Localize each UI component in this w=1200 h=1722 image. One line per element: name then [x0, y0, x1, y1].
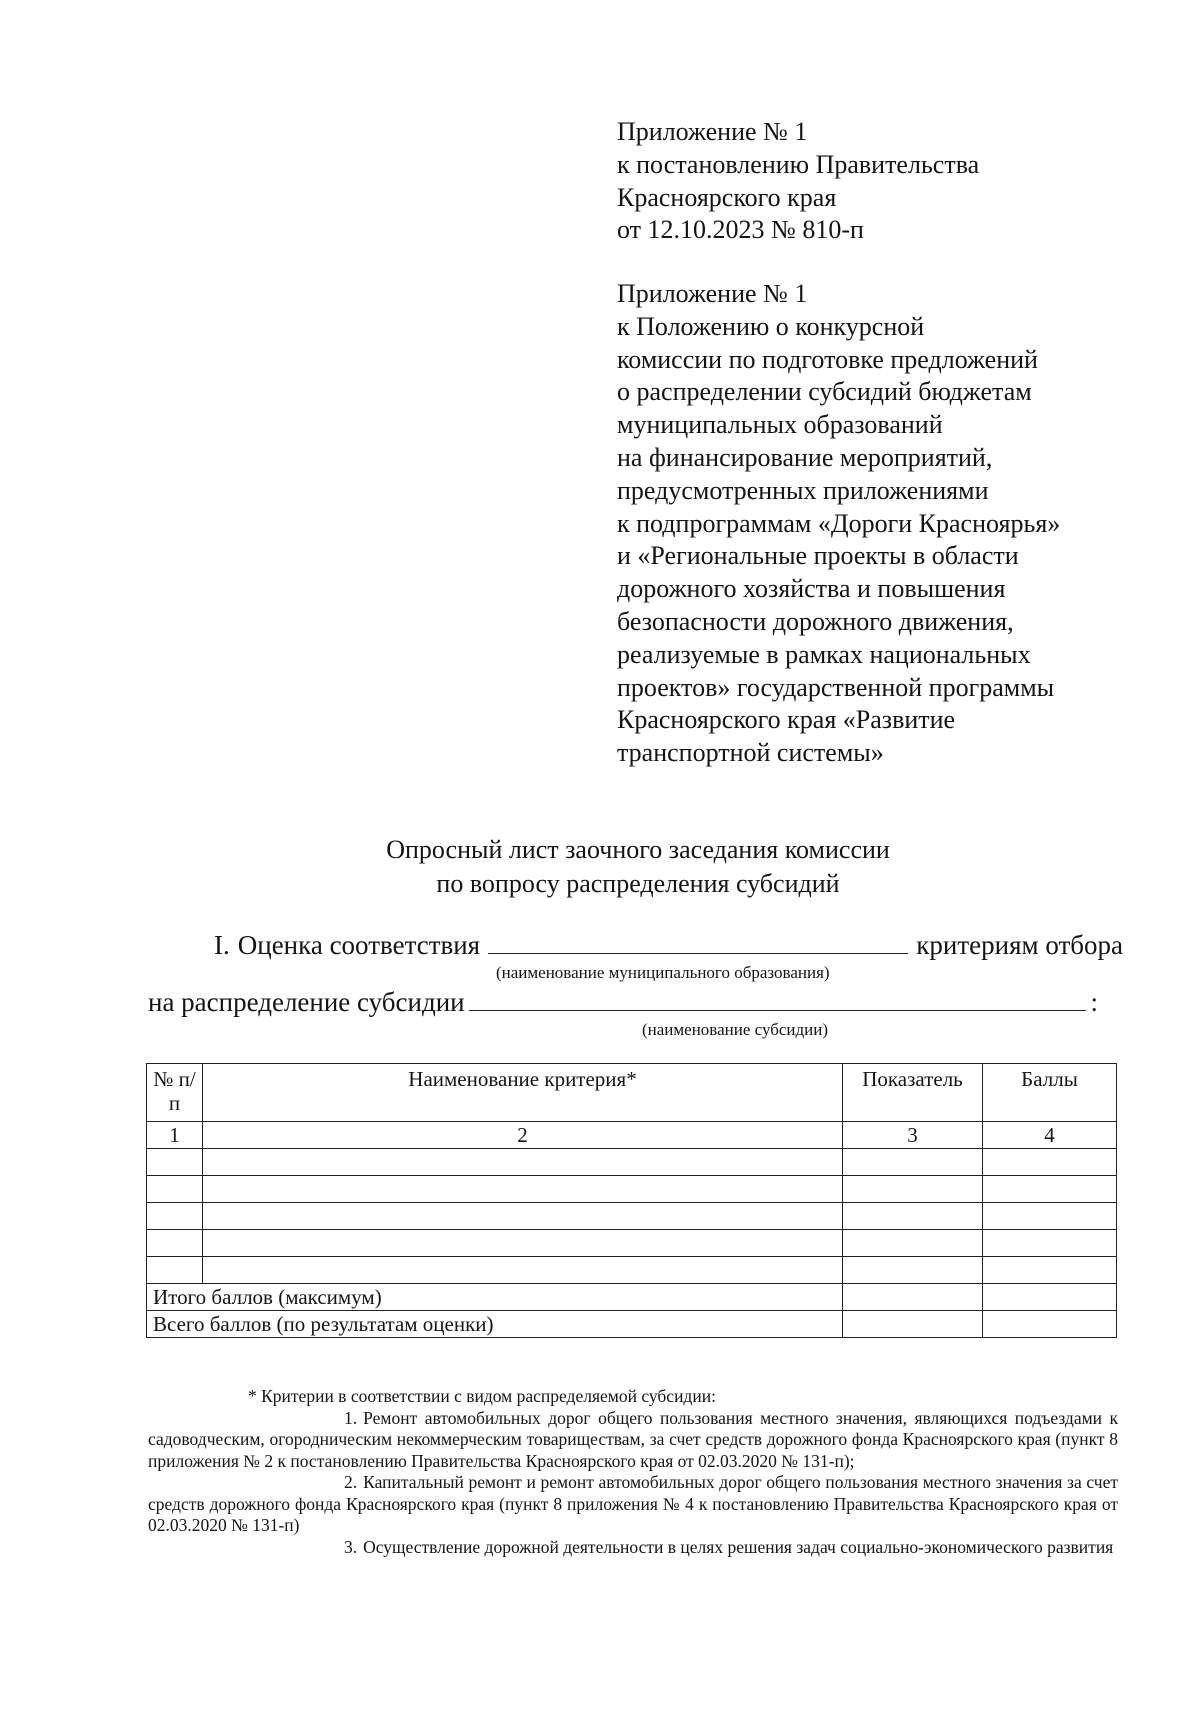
appendix-line: о распределении субсидий бюджетам — [617, 377, 1032, 407]
index-cell: 3 — [843, 1122, 983, 1149]
footnote-item — [148, 1408, 1118, 1473]
table-row — [147, 1257, 1117, 1284]
appendix-header-regulation — [617, 278, 1117, 770]
table-cell — [983, 1284, 1117, 1311]
appendix-line: транспортной системы» — [617, 738, 884, 768]
appendix-line: предусмотренных приложениями — [617, 475, 989, 505]
appendix-line: от 12.10.2023 № 810-п — [617, 215, 864, 245]
document-title-line-1: Опросный лист заочного заседания комиссии — [386, 835, 890, 864]
table-cell — [843, 1230, 983, 1257]
footnote-item-number: 1. — [344, 1407, 358, 1428]
table-cell — [843, 1149, 983, 1176]
section-text-before: Оценка соответствия — [237, 930, 481, 960]
table-cell — [843, 1257, 983, 1284]
appendix-line: к Положению о конкурсной — [617, 311, 925, 341]
table-row — [147, 1230, 1117, 1257]
subsidy-label: на распределение субсидии — [148, 987, 465, 1017]
section-text-after: критериям отбора — [916, 930, 1123, 960]
appendix-line: на финансирование мероприятий, — [617, 442, 993, 472]
total-max-label: Итого баллов (максимум) — [147, 1284, 843, 1311]
footnote-item-number: 2. — [344, 1472, 358, 1492]
footnotes — [148, 1386, 1118, 1558]
index-cell: 2 — [203, 1122, 843, 1149]
footnote-item-number: 3. — [344, 1536, 358, 1557]
table-cell — [147, 1176, 203, 1203]
total-result-row — [147, 1311, 1117, 1338]
table-cell — [203, 1257, 843, 1284]
appendix-line: к подпрограммам «Дороги Красноярья» — [617, 508, 1061, 538]
subsidy-line — [148, 985, 1098, 1019]
table-row — [147, 1149, 1117, 1176]
appendix-line: проектов» государственной программы — [617, 672, 1055, 702]
total-result-label: Всего баллов (по результатам оценки) — [147, 1311, 843, 1338]
table-cell — [203, 1230, 843, 1257]
appendix-line: Красноярского края «Развитие — [617, 705, 956, 735]
table-cell — [843, 1203, 983, 1230]
table-header-row — [147, 1064, 1117, 1122]
document-title-line-2: по вопросу распределения субсидий — [436, 869, 840, 898]
table-index-row — [147, 1122, 1117, 1149]
section-number: I. — [214, 930, 230, 960]
table-cell — [843, 1176, 983, 1203]
subsidy-colon: : — [1090, 987, 1098, 1017]
table-cell — [843, 1311, 983, 1338]
footnote-item-text: Ремонт автомобильных дорог общего пользования местного значения, являющихся подъездами к садоводческим, огородническим некоммерческим товариществам, за счет средств дорожного фонда Красноярского края (пункт 8 приложения № 2 к постановлению Правительства Красноярского края от 02.03.2020 № 131-п); — [148, 1407, 1118, 1471]
footnote-item — [148, 1472, 1118, 1537]
footnote-item-text: Осуществление дорожной деятельности в целях решения задач социально-экономического развития — [363, 1536, 1114, 1557]
criteria-table — [146, 1063, 1117, 1338]
section-heading — [148, 928, 1123, 962]
table-row — [147, 1176, 1117, 1203]
subsidy-caption: (наименование субсидии) — [642, 1020, 829, 1039]
subsidy-blank-line — [469, 988, 1087, 1011]
appendix-header-resolution — [617, 116, 1117, 247]
appendix-line: дорожного хозяйства и повышения — [617, 574, 1006, 604]
table-cell — [203, 1149, 843, 1176]
footnote-item-text: Капитальный ремонт и ремонт автомобильных дорог общего пользования местного значения за счет средств дорожного фонда Красноярского края (пункт 8 приложения № 4 к постановлению Правительства Красноярского края от 02.03.2020 № 131-п) — [148, 1472, 1118, 1535]
appendix-line: Приложение № 1 — [617, 279, 808, 308]
table-cell — [983, 1176, 1117, 1203]
appendix-line: Красноярского края — [617, 182, 837, 212]
municipality-blank-line — [488, 931, 908, 954]
table-cell — [147, 1230, 203, 1257]
header-indicator: Показатель — [843, 1064, 983, 1122]
footnote-item — [148, 1537, 1118, 1559]
table-cell — [983, 1149, 1117, 1176]
footnote-lead: * Критерии в соответствии с видом распределяемой субсидии: — [248, 1386, 716, 1406]
document-title — [0, 833, 1200, 901]
total-max-row — [147, 1284, 1117, 1311]
table-cell — [983, 1230, 1117, 1257]
appendix-line: комиссии по подготовке предложений — [617, 344, 1038, 374]
index-cell: 4 — [983, 1122, 1117, 1149]
index-cell: 1 — [147, 1122, 203, 1149]
table-cell — [983, 1311, 1117, 1338]
table-cell — [843, 1284, 983, 1311]
appendix-line: к постановлению Правительства — [617, 149, 980, 179]
municipality-caption: (наименование муниципального образования) — [496, 963, 830, 982]
table-cell — [203, 1203, 843, 1230]
table-cell — [147, 1257, 203, 1284]
table-cell — [147, 1203, 203, 1230]
appendix-line: Приложение № 1 — [617, 117, 808, 146]
appendix-line: и «Региональные проекты в области — [617, 541, 1019, 571]
table-cell — [983, 1257, 1117, 1284]
table-row — [147, 1203, 1117, 1230]
table-cell — [147, 1149, 203, 1176]
appendix-line: реализуемые в рамках национальных — [617, 639, 1031, 669]
header-number: № п/п — [147, 1064, 203, 1122]
table-cell — [983, 1203, 1117, 1230]
table-cell — [203, 1176, 843, 1203]
appendix-line: муниципальных образований — [617, 410, 943, 440]
appendix-line: безопасности дорожного движения, — [617, 606, 1014, 636]
header-criterion: Наименование критерия* — [203, 1064, 843, 1122]
header-points: Баллы — [983, 1064, 1117, 1122]
